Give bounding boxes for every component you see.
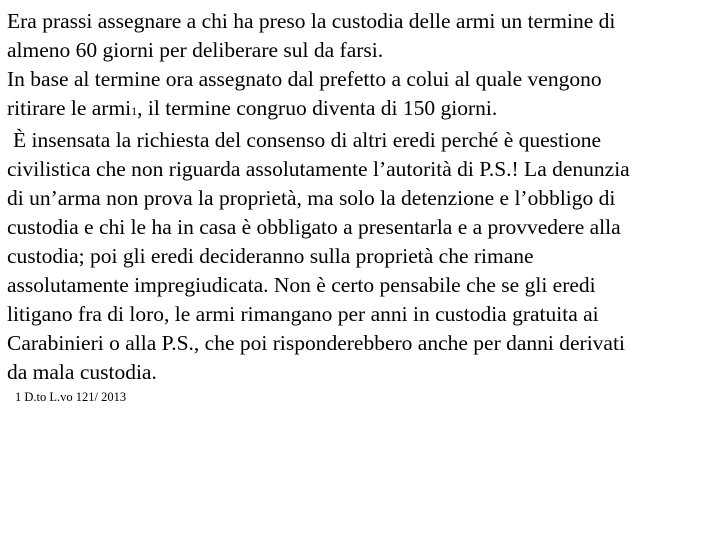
text-fragment: , il termine congruo diventa di 150 giorni. — [137, 96, 498, 120]
document-body — [7, 7, 715, 387]
text-line: Era prassi assegnare a chi ha preso la custodia delle armi un termine di — [7, 9, 616, 33]
text-line: custodia; poi gli eredi decideranno sulla proprietà che rimane — [7, 244, 534, 268]
text-line: da mala custodia. — [7, 360, 157, 384]
text-fragment: ritirare le armi — [7, 96, 132, 120]
text-line: custodia e chi le ha in casa è obbligato a presentarla e a provvedere alla — [7, 215, 621, 239]
text-line: assolutamente impregiudicata. Non è certo pensabile che se gli eredi — [7, 273, 596, 297]
footnote-reference: 1 — [131, 104, 138, 118]
text-line: litigano fra di loro, le armi rimangano per anni in custodia gratuita ai — [7, 302, 599, 326]
text-line: almeno 60 giorni per deliberare sul da farsi. — [7, 38, 384, 62]
text-line: civilistica che non riguarda assolutamente l’autorità di P.S.! La denunzia — [7, 157, 630, 181]
text-line: In base al termine ora assegnato dal prefetto a colui al quale vengono — [7, 67, 602, 91]
text-line: Carabinieri o alla P.S., che poi risponderebbero anche per danni derivati — [7, 331, 625, 355]
text-line — [7, 94, 715, 126]
text-line: È insensata la richiesta del consenso di altri eredi perché è questione — [13, 128, 602, 152]
text-line: di un’arma non prova la proprietà, ma solo la detenzione e l’obbligo di — [7, 186, 616, 210]
footnote: 1 D.to L.vo 121/ 2013 — [15, 390, 127, 404]
